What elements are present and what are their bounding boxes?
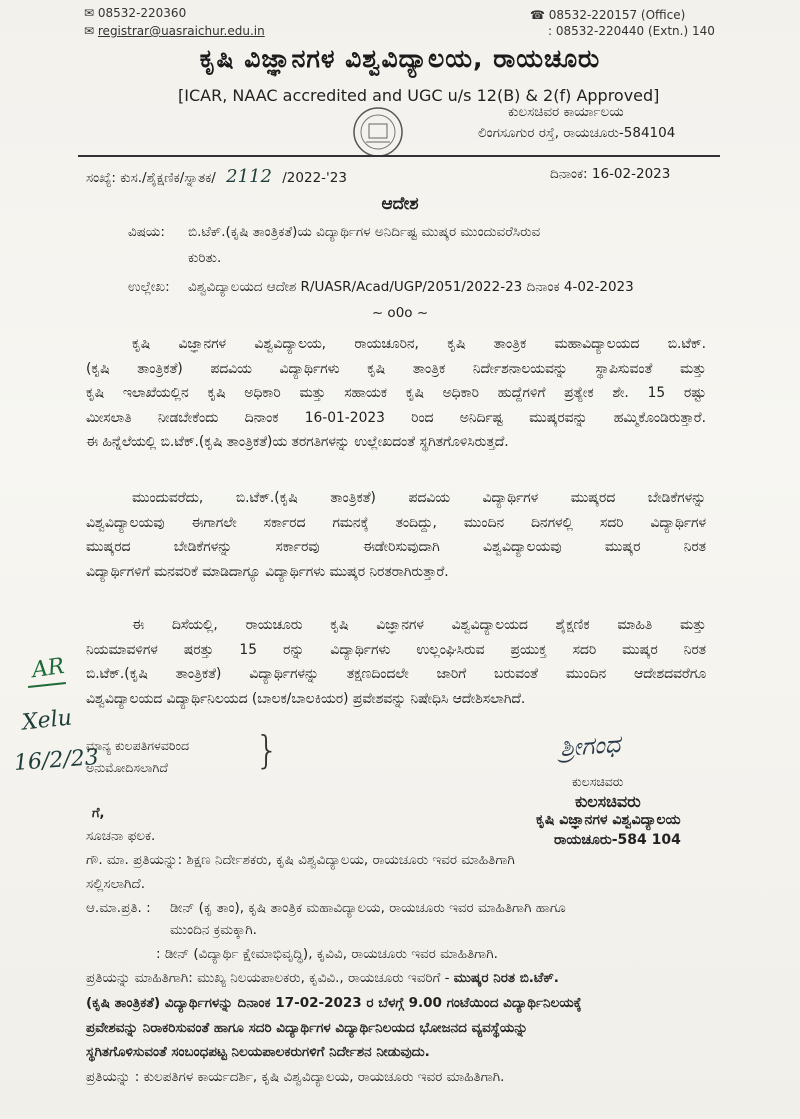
paragraph-line: ಮೀಸಲಾತಿ ನೀಡಬೇಕೆಂದು ದಿನಾಂಕ 16-01-2023 ರಿಂದ ಅನಿರ್ದಿಷ್ಟ ಮುಷ್ಕರವನ್ನು ಹಮ್ಮಿಕೊಂಡಿರುತ್ತಾರೆ. [86,409,706,426]
reference-label: ಉಲ್ಲೇಖ: [128,279,170,295]
office-address: ಲಿಂಗಸೂಗುರ ರಸ್ತೆ, ರಾಯಚೂರು-584104 [478,125,676,141]
notice-board: ಸೂಚನಾ ಫಲಕ. [86,828,156,844]
phone-icon: ☎ [530,8,545,22]
to-label: ಗೆ, [92,806,105,821]
copy-line-4b: (ಕೃಷಿ ತಾಂತ್ರಿಕತೆ) ವಿದ್ಯಾರ್ಥಿಗಳನ್ನು ದಿನಾಂಕ 17-02-2023 ರ ಬೆಳಗ್ಗೆ 9.00 ಗಂಟೆಯಿಂದ ವಿದ್ಯಾರ್ಥಿನಿಲಯಕ್ಕೆ [86,995,582,1011]
copy-4a-normal: ಪ್ರತಿಯನ್ನು ಮಾಹಿತಿಗಾಗಿ: ಮುಖ್ಯ ನಿಲಯಪಾಲಕರು, ಕೃವಿವಿ., ರಾಯಚೂರು ಇವರಿಗೆ - [86,970,454,986]
email-left [84,24,265,38]
phone-extn: : 08532-220440 (Extn.) 140 [548,24,715,38]
handwritten-note: Xelu [20,705,74,736]
reference-number [86,166,347,187]
ref-suffix: /2022-'23 [282,170,347,186]
signature-small-title: ಕುಲಸಚಿವರು [572,774,624,789]
header-divider [78,155,720,157]
paragraph-line: ವಿಶ್ವವಿದ್ಯಾಲಯದ ವಿದ್ಯಾರ್ಥಿನಿಲಯದ (ಬಾಲಕ/ಬಾಲಕಿಯರ) ಪ್ರವೇಶವನ್ನು ನಿಷೇಧಿಸಿ ಆದೇಶಿಸಲಾಗಿದೆ. [86,690,526,707]
university-name: ಕೃಷಿ ವಿಜ್ಞಾನಗಳ ವಿಶ್ವವಿದ್ಯಾಲಯ, ರಾಯಚೂರು [199,44,601,73]
order-heading: ಆದೇಶ [381,194,419,214]
handwritten-date: 16/2/23 [13,745,100,776]
approval-brace: } [255,728,280,772]
copy-2-label: ಆ.ಮಾ.ಪ್ರತಿ. : [86,900,151,916]
phone-office-number: 08532-220157 (Office) [548,8,686,22]
paragraph-line: ಕೃಷಿ ಇಲಾಖೆಯಲ್ಲಿನ ಕೃಷಿ ಅಧಿಕಾರಿ ಮತ್ತು ಸಹಾಯಕ ಕೃಷಿ ಅಧಿಕಾರಿ ಹುದ್ದೆಗಳಿಗೆ ಪ್ರತ್ಯೇಕ ಶೇ. 15 ರಷ್ಟು [86,385,706,401]
approval-line-2: ಅನುಮೋದಿಸಲಾಗಿದೆ [86,760,168,775]
signature-place: ರಾಯಚೂರು-584 104 [554,832,681,848]
university-seal-icon [352,106,404,158]
registrar-office: ಕುಲಸಚಿವರ ಕಾರ್ಯಾಲಯ [508,104,624,120]
mail-icon: ✉ [84,6,95,20]
paragraph-line: ವಿದ್ಯಾರ್ಥಿಗಳಿಗೆ ಮನವರಿಕೆ ಮಾಡಿದಾಗ್ಯೂ ವಿದ್ಯಾರ್ಥಿಗಳು ಮುಷ್ಕರ ನಿರತರಾಗಿರುತ್ತಾರೆ. [86,563,449,580]
paragraph-line: ಮುಂದುವರೆದು, ಬಿ.ಟೆಕ್.(ಕೃಷಿ ತಾಂತ್ರಿಕತೆ) ಪದವಿಯ ವಿದ್ಯಾರ್ಥಿಗಳ ಮುಷ್ಕರದ ಬೇಡಿಕೆಗಳನ್ನು [132,490,706,506]
paragraph-line: ಕೃಷಿ ವಿಜ್ಞಾನಗಳ ವಿಶ್ವವಿದ್ಯಾಲಯ, ರಾಯಚೂರಿನ, ಕೃಷಿ ತಾಂತ್ರಿಕ ಮಹಾವಿದ್ಯಾಲಯದ ಬಿ.ಟೆಕ್. [132,336,706,352]
copy-line-1a: ಗೌ. ಮಾ. ಪ್ರತಿಯನ್ನು: ಶಿಕ್ಷಣ ನಿರ್ದೇಶಕರು, ಕೃಷಿ ವಿಶ್ವವಿದ್ಯಾಲಯ, ರಾಯಚೂರು ಇವರ ಮಾಹಿತಿಗಾಗಿ [86,852,515,868]
mail-icon: ✉ [84,24,95,38]
paragraph-line: ವಿಶ್ವವಿದ್ಯಾಲಯವು ಈಗಾಗಲೇ ಸರ್ಕಾರದ ಗಮನಕ್ಕೆ ತಂದಿದ್ದು, ಮುಂದಿನ ದಿನಗಳಲ್ಲಿ ಸದರಿ ವಿದ್ಯಾರ್ಥಿಗಳ [86,514,706,531]
ref-prefix: ಸಂಖ್ಯೆ: ಕುಸ./ಶೈಕ್ಷಣಿಕ/ಸ್ನಾತಕ/ [86,170,216,186]
copy-line-3: : ಡೀನ್ (ವಿದ್ಯಾರ್ಥಿ ಕ್ಷೇಮಾಭಿವೃದ್ಧಿ), ಕೃವಿವಿ, ರಾಯಚೂರು ಇವರ ಮಾಹಿತಿಗಾಗಿ. [156,946,498,962]
subject-label: ವಿಷಯ: [128,224,165,240]
separator: ~ o0o ~ [371,305,429,321]
registrar-signature: ಶ್ರೀಗಂಧ [559,729,622,763]
copy-line-1b: ಸಲ್ಲಿಸಲಾಗಿದೆ. [86,876,145,892]
phone-office [530,8,685,22]
copy-line-5: ಪ್ರತಿಯನ್ನು : ಕುಲಪತಿಗಳ ಕಾರ್ಯದರ್ಶಿ, ಕೃಷಿ ವಿಶ್ವವಿದ್ಯಾಲಯ, ರಾಯಚೂರು ಇವರ ಮಾಹಿತಿಗಾಗಿ. [86,1069,505,1085]
signature-org: ಕೃಷಿ ವಿಜ್ಞಾನಗಳ ವಿಶ್ವವಿದ್ಯಾಲಯ [536,812,681,828]
copy-line-4c: ಪ್ರವೇಶವನ್ನು ನಿರಾಕರಿಸುವಂತೆ ಹಾಗೂ ಸದರಿ ವಿದ್ಯಾರ್ಥಿಗಳ ವಿದ್ಯಾರ್ಥಿನಿಲಯದ ಭೋಜನದ ವ್ಯವಸ್ಥೆಯನ್ನು [86,1020,528,1036]
paragraph-line: ಈ ಹಿನ್ನೆಲೆಯಲ್ಲಿ ಬಿ.ಟೆಕ್.(ಕೃಷಿ ತಾಂತ್ರಿಕತೆ)ಯ ತರಗತಿಗಳನ್ನು ಉಲ್ಲೇಖದಂತೆ ಸ್ಥಗಿತಗೊಳಿಸಿರುತ್ತದೆ. [86,434,509,450]
ref-handwritten-number: 2112 [226,166,272,187]
approval-line-1: ಮಾನ್ಯ ಕುಲಪತಿಗಳವರಿಂದ [86,738,190,753]
copy-line-2a: ಡೀನ್ (ಕೃ ತಾಂ), ಕೃಷಿ ತಾಂತ್ರಿಕ ಮಹಾವಿದ್ಯಾಲಯ, ರಾಯಚೂರು ಇವರ ಮಾಹಿತಿಗಾಗಿ ಹಾಗೂ [170,900,566,916]
reference-text: ವಿಶ್ವವಿದ್ಯಾಲಯದ ಆದೇಶ R/UASR/Acad/UGP/2051/2022-23 ದಿನಾಂಕ 4-02-2023 [188,279,634,295]
handwritten-ar: AR [30,653,67,684]
paragraph-1 [86,332,706,455]
phone-left [84,6,186,20]
paragraph-line: ಮುಷ್ಕರದ ಬೇಡಿಕೆಗಳನ್ನು ಸರ್ಕಾರವು ಈಡೇರಿಸುವುದಾಗಿ ವಿಶ್ವವಿದ್ಯಾಲಯವು ಮುಷ್ಕರ ನಿರತ [86,539,706,555]
signature-title: ಕುಲಸಚಿವರು [575,792,641,811]
paragraph-line: (ಕೃಷಿ ತಾಂತ್ರಿಕತೆ) ಪದವಿಯ ವಿದ್ಯಾರ್ಥಿಗಳು ಕೃಷಿ ತಾಂತ್ರಿಕ ನಿರ್ದೇಶನಾಲಯವನ್ನು ಸ್ಥಾಪಿಸುವಂತೆ ಮತ್ತು [86,360,706,377]
subject-line-1: ಬಿ.ಟೆಕ್.(ಕೃಷಿ ತಾಂತ್ರಿಕತೆ)ಯ ವಿದ್ಯಾರ್ಥಿಗಳ ಅನಿರ್ದಿಷ್ಟ ಮುಷ್ಕರ ಮುಂದುವರೆಸಿರುವ [188,224,541,240]
phone-left-number: 08532-220360 [97,6,187,20]
copy-line-2b: ಮುಂದಿನ ಕ್ರಮಕ್ಕಾಗಿ. [170,922,257,938]
paragraph-line: ಈ ದಿಸೆಯಲ್ಲಿ, ರಾಯಚೂರು ಕೃಷಿ ವಿಜ್ಞಾನಗಳ ವಿಶ್ವವಿದ್ಯಾಲಯದ ಶೈಕ್ಷಣಿಕ ಮಾಹಿತಿ ಮತ್ತು [132,617,706,633]
copy-4a-bold: ಮುಷ್ಕರ ನಿರತ ಬಿ.ಟೆಕ್. [453,970,559,986]
copy-line-4a [86,970,559,986]
email-address: registrar@uasraichur.edu.in [97,24,265,38]
paragraph-line: ಬಿ.ಟೆಕ್.(ಕೃಷಿ ತಾಂತ್ರಿಕತೆ) ವಿದ್ಯಾರ್ಥಿಗಳನ್ನು ತಕ್ಷಣದಿಂದಲೇ ಜಾರಿಗೆ ಬರುವಂತೆ ಮುಂದಿನ ಆದೇಶದವರೆಗೂ [86,666,706,682]
paragraph-3 [86,613,706,711]
accreditation: [ICAR, NAAC accredited and UGC u/s 12(B) & 2(f) Approved] [178,86,660,105]
paragraph-2 [86,486,706,584]
order-date: ದಿನಾಂಕ: 16-02-2023 [550,166,671,182]
subject-line-2: ಕುರಿತು. [188,250,222,266]
paragraph-line: ನಿಯಮಾವಳಿಗಳ ಷರತ್ತು 15 ರನ್ನು ವಿದ್ಯಾರ್ಥಿಗಳು ಉಲ್ಲಂಘಿಸಿರುವ ಪ್ರಯುಕ್ತ ಸದರಿ ಮುಷ್ಕರ ನಿರತ [86,641,706,658]
copy-line-4d: ಸ್ಥಗಿತಗೊಳಿಸುವಂತೆ ಸಂಬಂಧಪಟ್ಟ ನಿಲಯಪಾಲಕರುಗಳಿಗೆ ನಿರ್ದೇಶನ ನೀಡುವುದು. [86,1044,430,1060]
